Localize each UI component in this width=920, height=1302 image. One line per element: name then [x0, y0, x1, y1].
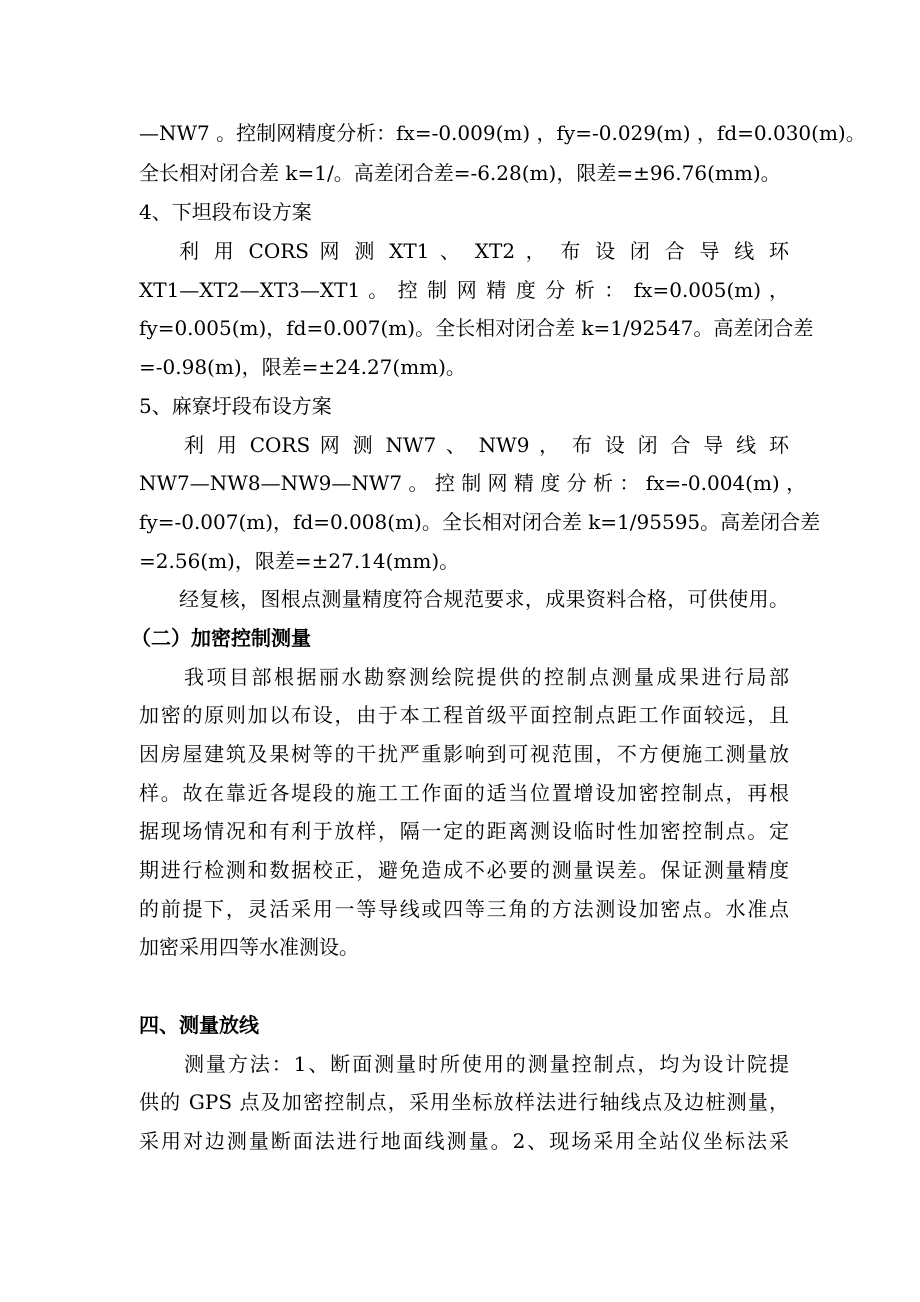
text-line: =-0.98(m)，限差=±24.27(mm)。	[139, 355, 466, 379]
text-line: 经复核，图根点测量精度符合规范要求，成果资料合格，可供使用。	[179, 587, 789, 611]
text-line: 加密的原则加以布设，由于本工程首级平面控制点距工作面较远，且	[139, 703, 789, 727]
text-line: —NW7 。控制网精度分析：fx=-0.009(m) ，fy=-0.029(m) ，fd=0.030(m)。	[139, 121, 866, 145]
text-line: NW7—NW8—NW9—NW7 。 控 制 网 精 度 分 析 ： fx=-0.004(m) ，	[139, 471, 807, 495]
text-line: 采用对边测量断面法进行地面线测量。2、现场采用全站仪坐标法采	[139, 1129, 789, 1153]
text-line: 全长相对闭合差 k=1/。高差闭合差=-6.28(m)，限差=±96.76(mm)。	[139, 161, 781, 185]
text-line: XT1—XT2—XT3—XT1 。 控 制 网 精 度 分 析 ： fx=0.005(m) ，	[139, 278, 789, 302]
text-line: 供的 GPS 点及加密控制点，采用坐标放样法进行轴线点及边桩测量，	[139, 1090, 789, 1114]
text-line: 样。故在靠近各堤段的施工工作面的适当位置增设加密控制点，再根	[139, 781, 789, 805]
text-line: 我项目部根据丽水勘察测绘院提供的控制点测量成果进行局部	[184, 665, 789, 689]
text-line: fy=0.005(m)，fd=0.007(m)。全长相对闭合差 k=1/92547。高差闭合差	[139, 316, 814, 340]
text-line: =2.56(m)，限差=±27.14(mm)。	[139, 549, 460, 573]
chapter-heading: 四、测量放线	[139, 1013, 259, 1037]
text-line: 的前提下，灵活采用一等导线或四等三角的方法测设加密点。水准点	[139, 897, 789, 921]
text-line: fy=-0.007(m)，fd=0.008(m)。全长相对闭合差 k=1/95595。高差闭合差	[139, 510, 821, 534]
text-line: 期进行检测和数据校正，避免造成不必要的测量误差。保证测量精度	[139, 858, 789, 882]
text-line: 因房屋建筑及果树等的干扰严重影响到可视范围，不方便施工测量放	[139, 742, 789, 766]
text-line: 利 用 CORS 网 测 XT1 、 XT2 ， 布 设 闭 合 导 线 环	[179, 239, 789, 263]
text-line: 据现场情况和有利于放样，隔一定的距离测设临时性加密控制点。定	[139, 819, 789, 843]
text-line: 测量方法：1、断面测量时所使用的测量控制点，均为设计院提	[184, 1052, 789, 1076]
section-heading-4: 4、下坦段布设方案	[139, 200, 312, 224]
text-line: 加密采用四等水准测设。	[139, 935, 359, 959]
subsection-heading: （二）加密控制测量	[131, 626, 311, 650]
text-line: 利 用 CORS 网 测 NW7 、 NW9 ， 布 设 闭 合 导 线 环	[184, 433, 789, 457]
section-heading-5: 5、麻寮圩段布设方案	[139, 394, 332, 418]
